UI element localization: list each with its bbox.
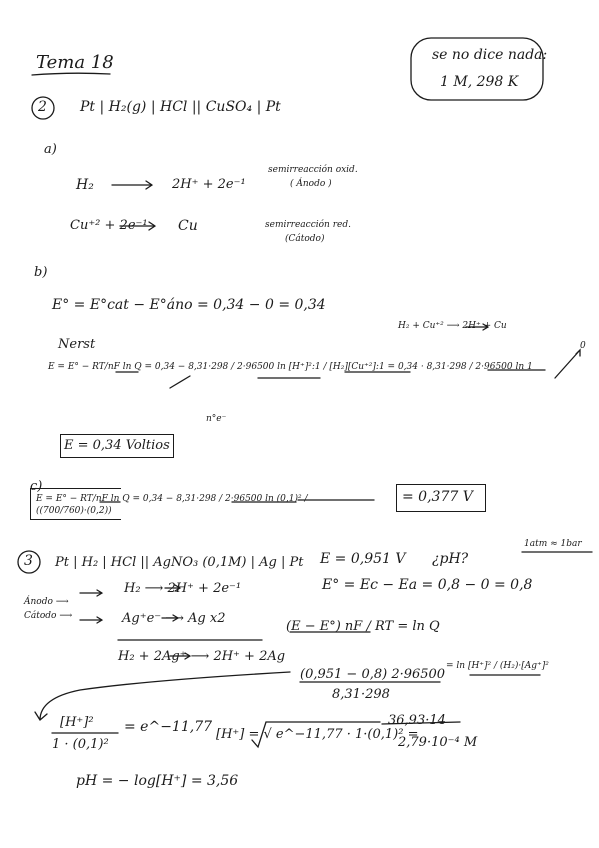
b-result: E = 0,34 Voltios [64,438,170,453]
note-line-1: se no dice nada: [432,47,548,63]
part-a-label: a) [44,142,57,157]
ex3-unit-note: 1atm ≈ 1bar [524,539,582,549]
arrow-r1 [112,181,152,189]
struck-value: 36,93·14 [388,713,446,728]
nernst-label: Nerst [58,337,96,352]
frac-denominator: 1 · (0,1)² [52,737,109,752]
ph-result: pH = − log[H⁺] = 3,56 [76,773,239,789]
b-e0-equation: E° = E°cat − E°áno = 0,34 − 0 = 0,34 [52,297,326,313]
catodo-label: Cátodo ⟶ [24,611,73,621]
ex3-e-value: E = 0,951 V [320,551,406,567]
r1-note-1: semirreacción oxid. [268,165,358,175]
catodo-reaction: Ag⁺e⁻ ⟶ Ag x2 [122,611,226,626]
zero-mark: 0 [580,341,586,351]
frac-numerator: [H⁺]² [60,715,94,730]
b-reaction: H₂ + Cu⁺² ⟶ 2H⁺ + Cu [398,321,507,331]
r1-left: H₂ [76,177,94,193]
exercise-2-number: 2 [38,99,47,115]
calc-denominator: 8,31·298 [332,687,390,702]
r2-right: Cu [178,218,198,234]
h-value: 2,79·10⁻⁴ M [398,735,478,750]
c-equation: E = E° − RT/nF ln Q = 0,34 − 8,31·298 / 2·96500 ln (0,1)² / ((700/760)·(0,2)) [36,494,308,516]
c-result: = 0,377 V [402,489,473,505]
h-equation: [H⁺] = √ e^−11,77 · 1·(0,1)² = [216,727,419,742]
lnq-equation: (E − E°) nF / RT = ln Q [286,619,440,634]
note-line-2: 1 M, 298 K [440,74,519,90]
calc-rhs: = ln [H⁺]² / (H₂)·[Ag⁺]² [446,661,549,671]
global-reaction: H₂ + 2Ag⁺ ⟶ 2H⁺ + 2Ag [118,649,286,664]
anodo-label: Ánodo ⟶ [24,597,69,607]
r2-note-1: semirreacción red. [265,220,351,230]
exercise-2-cell: Pt | H₂(g) | HCl || CuSO₄ | Pt [80,99,281,115]
exp-equation: = e^−11,77 [124,719,213,735]
anodo-reaction: H₂ ⟶ 2H⁺ + 2e⁻¹ [124,581,242,596]
exercise-3-cell: Pt | H₂ | HCl || AgNO₃ (0,1M) | Ag | Pt [55,555,304,570]
r2-note-2: (Cátodo) [285,234,325,244]
r2-left: Cu⁺² + 2e⁻¹ [70,218,148,233]
r1-right: 2H⁺ + 2e⁻¹ [172,177,246,192]
b-nernst-equation: E = E° − RT/nF ln Q = 0,34 − 8,31·298 / 2·96500 ln [H⁺]²:1 / [H₂][Cu⁺²]:1 = 0,34 · 8,31·298 / 2·96500 ln 1 [48,362,533,372]
ex3-e0-equation: E° = Ec − Ea = 0,8 − 0 = 0,8 [322,577,533,593]
r1-note-2: ( Ánodo ) [290,179,332,189]
page-title: Tema 18 [36,52,114,73]
title-underline [32,73,110,75]
ex3-question: ¿pH? [432,551,469,567]
ne-note: n°e⁻ [206,414,227,424]
exercise-3-number: 3 [24,553,33,569]
part-c-label: c) [30,479,43,494]
calc-numerator: (0,951 − 0,8) 2·96500 [300,667,446,682]
part-b-label: b) [34,265,48,280]
